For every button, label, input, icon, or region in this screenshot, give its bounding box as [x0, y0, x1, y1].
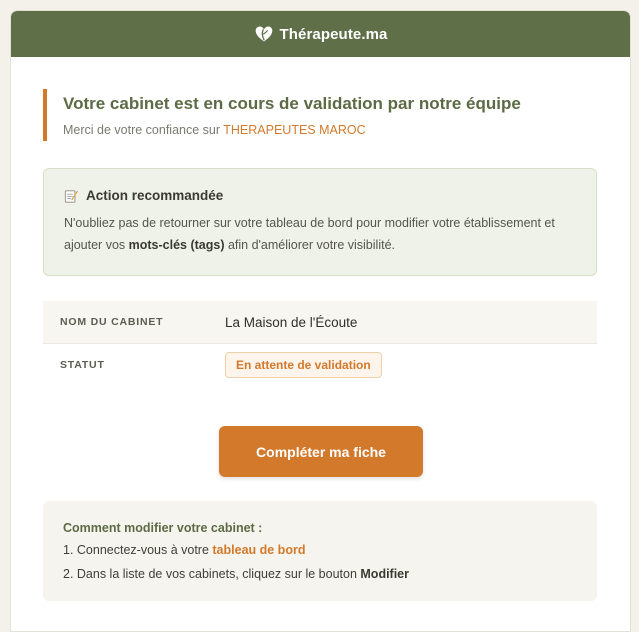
recommended-action-box — [43, 168, 597, 276]
step-1-text: 1. Connectez-vous à votre — [63, 543, 213, 557]
tags-keyword: mots-clés (tags) — [128, 238, 225, 252]
step-1 — [63, 542, 577, 559]
validation-notice — [43, 89, 603, 141]
table-row — [43, 301, 597, 344]
complete-profile-button[interactable]: Compléter ma fiche — [219, 426, 423, 477]
action-text-end: afin d'améliorer votre visibilité. — [224, 238, 395, 252]
heart-leaf-icon — [254, 24, 274, 44]
cabinet-info-table — [43, 301, 597, 385]
cabinet-name-label: NOM DU CABINET — [60, 316, 164, 328]
step-2-text: 2. Dans la liste de vos cabinets, cliquez sur le bouton — [63, 567, 361, 581]
modify-keyword: Modifier — [360, 567, 409, 581]
page-title: Votre cabinet est en cours de validation par notre équipe — [63, 94, 521, 113]
cabinet-name-value: La Maison de l'Écoute — [225, 314, 358, 330]
brand-mention: THERAPEUTES MAROC — [223, 123, 366, 137]
thanks-text: Merci de votre confiance sur — [63, 123, 224, 137]
status-label: STATUT — [60, 358, 105, 371]
brand-name: Thérapeute.ma — [279, 25, 388, 43]
action-text-start: N'oubliez pas de retourner sur votre tableau de bord pour modifier votre établissement et ajouter vos — [64, 216, 555, 252]
email-header — [11, 11, 630, 57]
action-title: Action recommandée — [86, 188, 224, 203]
email-card — [10, 10, 631, 632]
dashboard-link[interactable]: tableau de bord — [212, 543, 306, 557]
step-2 — [63, 566, 577, 583]
status-badge: En attente de validation — [225, 352, 382, 378]
brand-logo — [254, 24, 388, 44]
thanks-line — [63, 123, 603, 137]
how-to-title: Comment modifier votre cabinet : — [63, 521, 263, 535]
table-row — [43, 344, 597, 385]
action-description — [64, 212, 576, 256]
memo-icon — [64, 189, 78, 203]
how-to-modify-box — [43, 501, 597, 601]
